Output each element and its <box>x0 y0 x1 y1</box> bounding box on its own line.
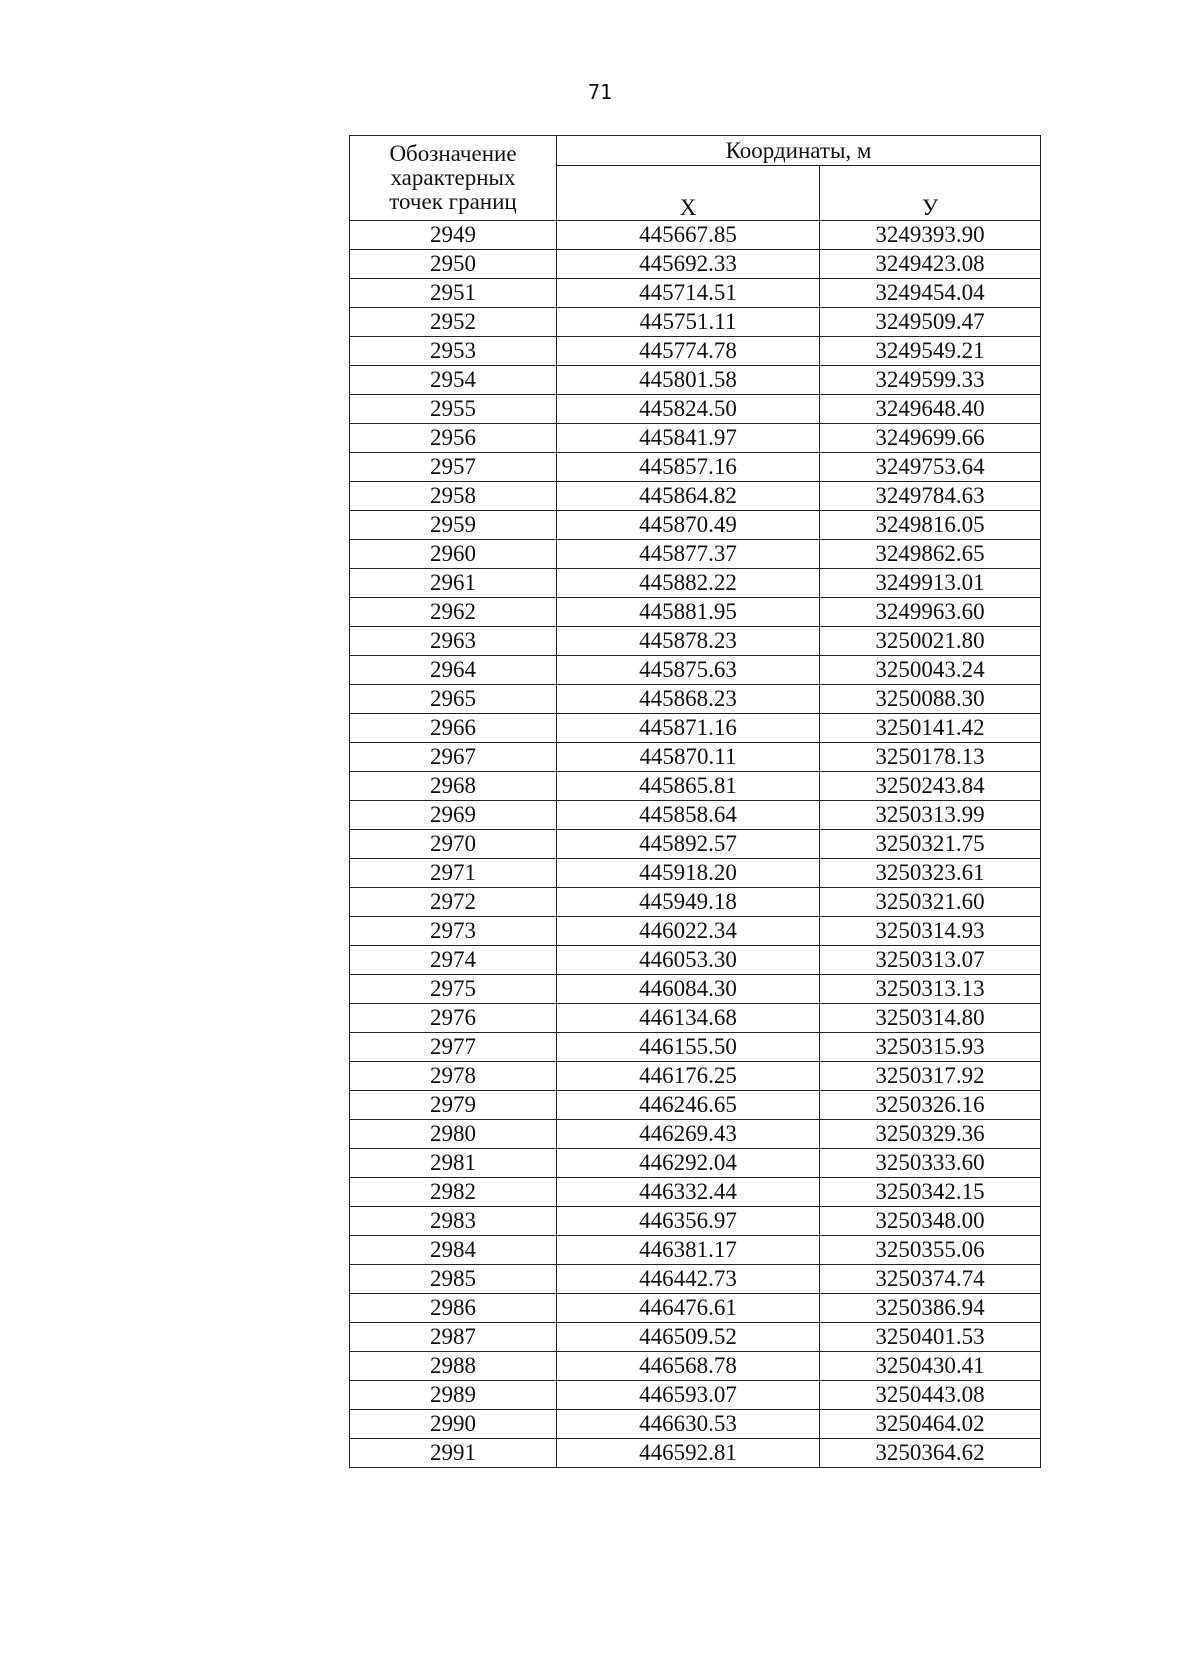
x-coordinate-cell: 446053.30 <box>557 946 820 975</box>
x-coordinate-cell: 446381.17 <box>557 1236 820 1265</box>
y-coordinate-cell: 3250401.53 <box>820 1323 1041 1352</box>
point-id-cell: 2970 <box>350 830 557 859</box>
table-header-row <box>350 136 1041 166</box>
table-row <box>350 1207 1041 1236</box>
table-row <box>350 424 1041 453</box>
table-row <box>350 279 1041 308</box>
point-id-cell: 2971 <box>350 859 557 888</box>
point-id-cell: 2990 <box>350 1410 557 1439</box>
table-row <box>350 801 1041 830</box>
table-row <box>350 743 1041 772</box>
table-row <box>350 540 1041 569</box>
point-id-cell: 2954 <box>350 366 557 395</box>
y-coordinate-cell: 3250355.06 <box>820 1236 1041 1265</box>
point-id-cell: 2961 <box>350 569 557 598</box>
y-coordinate-cell: 3250178.13 <box>820 743 1041 772</box>
table-row <box>350 1410 1041 1439</box>
y-coordinate-cell: 3249393.90 <box>820 221 1041 250</box>
point-id-cell: 2977 <box>350 1033 557 1062</box>
table-row <box>350 1352 1041 1381</box>
point-id-cell: 2952 <box>350 308 557 337</box>
table-row <box>350 859 1041 888</box>
x-coordinate-cell: 446592.81 <box>557 1439 820 1468</box>
point-id-cell: 2983 <box>350 1207 557 1236</box>
table-row <box>350 627 1041 656</box>
y-coordinate-cell: 3250043.24 <box>820 656 1041 685</box>
table-row <box>350 1323 1041 1352</box>
x-column-header: X <box>557 166 820 221</box>
y-coordinate-cell: 3250443.08 <box>820 1381 1041 1410</box>
x-coordinate-cell: 445949.18 <box>557 888 820 917</box>
point-id-cell: 2979 <box>350 1091 557 1120</box>
x-coordinate-cell: 446022.34 <box>557 917 820 946</box>
y-coordinate-cell: 3249509.47 <box>820 308 1041 337</box>
point-id-cell: 2974 <box>350 946 557 975</box>
x-coordinate-cell: 445878.23 <box>557 627 820 656</box>
table-row <box>350 221 1041 250</box>
point-id-cell: 2964 <box>350 656 557 685</box>
point-id-cell: 2955 <box>350 395 557 424</box>
y-coordinate-cell: 3249549.21 <box>820 337 1041 366</box>
x-coordinate-cell: 445774.78 <box>557 337 820 366</box>
point-id-cell: 2960 <box>350 540 557 569</box>
y-coordinate-cell: 3250315.93 <box>820 1033 1041 1062</box>
table-row <box>350 1062 1041 1091</box>
x-coordinate-cell: 445858.64 <box>557 801 820 830</box>
table-row <box>350 511 1041 540</box>
table-row <box>350 1265 1041 1294</box>
y-coordinate-cell: 3250313.13 <box>820 975 1041 1004</box>
point-id-cell: 2991 <box>350 1439 557 1468</box>
x-coordinate-cell: 446134.68 <box>557 1004 820 1033</box>
point-id-cell: 2968 <box>350 772 557 801</box>
point-name-header-line: Обозначение <box>389 141 517 166</box>
y-coordinate-cell: 3250243.84 <box>820 772 1041 801</box>
x-coordinate-cell: 446593.07 <box>557 1381 820 1410</box>
x-coordinate-cell: 446356.97 <box>557 1207 820 1236</box>
table-row <box>350 975 1041 1004</box>
y-coordinate-cell: 3250333.60 <box>820 1149 1041 1178</box>
table-row <box>350 888 1041 917</box>
table-row <box>350 1294 1041 1323</box>
y-coordinate-cell: 3249753.64 <box>820 453 1041 482</box>
y-coordinate-cell: 3249699.66 <box>820 424 1041 453</box>
x-coordinate-cell: 445875.63 <box>557 656 820 685</box>
point-id-cell: 2949 <box>350 221 557 250</box>
point-name-header-line: точек границ <box>389 189 517 214</box>
table-row <box>350 1091 1041 1120</box>
y-coordinate-cell: 3250321.60 <box>820 888 1041 917</box>
x-coordinate-cell: 446509.52 <box>557 1323 820 1352</box>
table-row <box>350 685 1041 714</box>
point-id-cell: 2980 <box>350 1120 557 1149</box>
y-coordinate-cell: 3249648.40 <box>820 395 1041 424</box>
point-id-cell: 2963 <box>350 627 557 656</box>
table-row <box>350 598 1041 627</box>
table-row <box>350 1178 1041 1207</box>
point-id-cell: 2985 <box>350 1265 557 1294</box>
y-coordinate-cell: 3250386.94 <box>820 1294 1041 1323</box>
point-id-cell: 2987 <box>350 1323 557 1352</box>
point-id-cell: 2982 <box>350 1178 557 1207</box>
table-row <box>350 453 1041 482</box>
y-coordinate-cell: 3250088.30 <box>820 685 1041 714</box>
point-id-cell: 2986 <box>350 1294 557 1323</box>
point-id-cell: 2984 <box>350 1236 557 1265</box>
coordinates-table <box>349 135 1041 1468</box>
point-id-cell: 2988 <box>350 1352 557 1381</box>
y-coordinate-cell: 3250348.00 <box>820 1207 1041 1236</box>
x-coordinate-cell: 445877.37 <box>557 540 820 569</box>
y-coordinate-cell: 3250329.36 <box>820 1120 1041 1149</box>
y-coordinate-cell: 3249454.04 <box>820 279 1041 308</box>
table-row <box>350 1381 1041 1410</box>
page-number: 71 <box>587 80 613 104</box>
y-coordinate-cell: 3249913.01 <box>820 569 1041 598</box>
y-coordinate-cell: 3249816.05 <box>820 511 1041 540</box>
y-coordinate-cell: 3249599.33 <box>820 366 1041 395</box>
point-id-cell: 2975 <box>350 975 557 1004</box>
x-coordinate-cell: 445692.33 <box>557 250 820 279</box>
point-id-cell: 2959 <box>350 511 557 540</box>
point-id-cell: 2958 <box>350 482 557 511</box>
x-coordinate-cell: 445667.85 <box>557 221 820 250</box>
y-coordinate-cell: 3249963.60 <box>820 598 1041 627</box>
table-row <box>350 482 1041 511</box>
x-coordinate-cell: 446568.78 <box>557 1352 820 1381</box>
x-coordinate-cell: 445881.95 <box>557 598 820 627</box>
table-row <box>350 1120 1041 1149</box>
point-id-cell: 2967 <box>350 743 557 772</box>
point-id-cell: 2956 <box>350 424 557 453</box>
point-name-header <box>350 136 557 221</box>
y-coordinate-cell: 3250323.61 <box>820 859 1041 888</box>
point-id-cell: 2972 <box>350 888 557 917</box>
point-id-cell: 2978 <box>350 1062 557 1091</box>
x-coordinate-cell: 445870.11 <box>557 743 820 772</box>
x-coordinate-cell: 445824.50 <box>557 395 820 424</box>
y-coordinate-cell: 3250314.93 <box>820 917 1041 946</box>
x-coordinate-cell: 446292.04 <box>557 1149 820 1178</box>
table-row <box>350 366 1041 395</box>
x-coordinate-cell: 445882.22 <box>557 569 820 598</box>
table-row <box>350 308 1041 337</box>
table-row <box>350 917 1041 946</box>
table-row <box>350 1004 1041 1033</box>
table-row <box>350 1149 1041 1178</box>
y-coordinate-cell: 3250314.80 <box>820 1004 1041 1033</box>
x-coordinate-cell: 445801.58 <box>557 366 820 395</box>
y-coordinate-cell: 3249784.63 <box>820 482 1041 511</box>
y-coordinate-cell: 3250326.16 <box>820 1091 1041 1120</box>
table-row <box>350 946 1041 975</box>
x-coordinate-cell: 445892.57 <box>557 830 820 859</box>
x-coordinate-cell: 446630.53 <box>557 1410 820 1439</box>
y-coordinate-cell: 3250317.92 <box>820 1062 1041 1091</box>
x-coordinate-cell: 446269.43 <box>557 1120 820 1149</box>
x-coordinate-cell: 445841.97 <box>557 424 820 453</box>
table-row <box>350 1439 1041 1468</box>
table-row <box>350 1033 1041 1062</box>
table-row <box>350 772 1041 801</box>
x-coordinate-cell: 445857.16 <box>557 453 820 482</box>
x-coordinate-cell: 446155.50 <box>557 1033 820 1062</box>
point-id-cell: 2989 <box>350 1381 557 1410</box>
x-coordinate-cell: 445714.51 <box>557 279 820 308</box>
table-row <box>350 250 1041 279</box>
table-row <box>350 830 1041 859</box>
y-coordinate-cell: 3250364.62 <box>820 1439 1041 1468</box>
point-id-cell: 2973 <box>350 917 557 946</box>
point-id-cell: 2962 <box>350 598 557 627</box>
table-row <box>350 395 1041 424</box>
x-coordinate-cell: 446084.30 <box>557 975 820 1004</box>
y-column-header: У <box>820 166 1041 221</box>
point-id-cell: 2966 <box>350 714 557 743</box>
point-id-cell: 2951 <box>350 279 557 308</box>
y-coordinate-cell: 3250021.80 <box>820 627 1041 656</box>
y-coordinate-cell: 3249423.08 <box>820 250 1041 279</box>
table-row <box>350 714 1041 743</box>
x-coordinate-cell: 445864.82 <box>557 482 820 511</box>
x-coordinate-cell: 446476.61 <box>557 1294 820 1323</box>
point-id-cell: 2953 <box>350 337 557 366</box>
point-id-cell: 2969 <box>350 801 557 830</box>
x-coordinate-cell: 446246.65 <box>557 1091 820 1120</box>
x-coordinate-cell: 445868.23 <box>557 685 820 714</box>
table-row <box>350 569 1041 598</box>
point-id-cell: 2965 <box>350 685 557 714</box>
y-coordinate-cell: 3250313.07 <box>820 946 1041 975</box>
table-body <box>350 221 1041 1468</box>
y-coordinate-cell: 3250321.75 <box>820 830 1041 859</box>
y-coordinate-cell: 3250464.02 <box>820 1410 1041 1439</box>
x-coordinate-cell: 445871.16 <box>557 714 820 743</box>
x-coordinate-cell: 446332.44 <box>557 1178 820 1207</box>
y-coordinate-cell: 3250141.42 <box>820 714 1041 743</box>
coordinates-header: Координаты, м <box>557 136 1041 166</box>
table-row <box>350 337 1041 366</box>
point-id-cell: 2950 <box>350 250 557 279</box>
table-row <box>350 656 1041 685</box>
point-name-header-line: характерных <box>390 165 516 190</box>
y-coordinate-cell: 3249862.65 <box>820 540 1041 569</box>
x-coordinate-cell: 445918.20 <box>557 859 820 888</box>
y-coordinate-cell: 3250313.99 <box>820 801 1041 830</box>
x-coordinate-cell: 446176.25 <box>557 1062 820 1091</box>
point-id-cell: 2981 <box>350 1149 557 1178</box>
point-id-cell: 2976 <box>350 1004 557 1033</box>
table-row <box>350 1236 1041 1265</box>
y-coordinate-cell: 3250374.74 <box>820 1265 1041 1294</box>
y-coordinate-cell: 3250430.41 <box>820 1352 1041 1381</box>
x-coordinate-cell: 445870.49 <box>557 511 820 540</box>
x-coordinate-cell: 446442.73 <box>557 1265 820 1294</box>
y-coordinate-cell: 3250342.15 <box>820 1178 1041 1207</box>
x-coordinate-cell: 445865.81 <box>557 772 820 801</box>
x-coordinate-cell: 445751.11 <box>557 308 820 337</box>
point-id-cell: 2957 <box>350 453 557 482</box>
